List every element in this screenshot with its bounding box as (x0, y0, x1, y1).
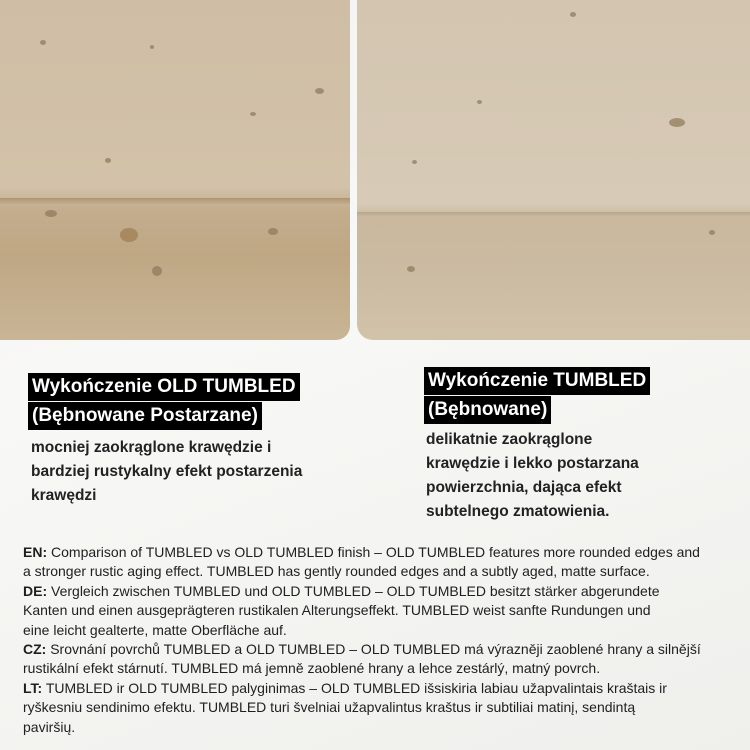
title-line: Wykończenie OLD TUMBLED (28, 373, 300, 401)
language-code: LT: (23, 679, 43, 696)
translation-line: TUMBLED ir OLD TUMBLED palyginimas – OLD TUMBLED išsiskiria labiau užapvalintais kraštais ir (45, 679, 667, 696)
title-line: Wykończenie TUMBLED (424, 367, 650, 395)
stone-pore (150, 45, 154, 49)
tumbled-title (424, 367, 650, 425)
stone-pore (268, 228, 278, 235)
translation-line: eine leicht gealterte, matte Oberfläche auf. (23, 621, 287, 638)
stone-pore (105, 158, 111, 163)
translation-line: a stronger rustic aging effect. TUMBLED has gently rounded edges and a subtly aged, matte surface. (23, 563, 650, 580)
translation-lt (23, 679, 701, 698)
description-line: krawędzi (31, 487, 97, 504)
description-line: delikatnie zaokrąglone (426, 431, 593, 448)
stone-pore (669, 118, 685, 127)
translation-cz (23, 640, 701, 659)
translation-en (23, 543, 701, 562)
language-code: CZ: (23, 641, 47, 658)
description-line: bardziej rustykalny efekt postarzenia (31, 463, 303, 480)
stone-pore (709, 230, 715, 235)
translation-line: Vergleich zwischen TUMBLED und OLD TUMBLED – OLD TUMBLED besitzt stärker abgerundete (51, 582, 660, 599)
translation-line: Comparison of TUMBLED vs OLD TUMBLED finish – OLD TUMBLED features more rounded edges and (51, 544, 700, 560)
description-line: krawędzie i lekko postarzana (426, 455, 639, 472)
old-tumbled-stone-photo (0, 0, 350, 340)
description-line: powierzchnia, dająca efekt (426, 479, 622, 496)
description-line: subtelnego zmatowienia. (426, 503, 610, 520)
stone-pore (120, 228, 138, 242)
stone-pore (477, 100, 482, 104)
stone-pore (407, 266, 415, 272)
description-line: mocniej zaokrąglone krawędzie i (31, 439, 272, 456)
stone-pore (152, 266, 162, 276)
translation-de (23, 582, 701, 601)
tumbled-description (426, 428, 639, 524)
old-tumbled-title (28, 373, 300, 431)
stone-pore (45, 210, 57, 217)
language-code: DE: (23, 582, 48, 599)
title-line: (Bębnowane) (424, 396, 551, 424)
multilingual-description (23, 543, 701, 737)
stone-pore (250, 112, 256, 116)
stone-pore (40, 40, 46, 45)
translation-line: Kanten und einen ausgeprägteren rustikalen Alterungseffekt. TUMBLED weist sanfte Rundungen und (23, 602, 651, 619)
tumbled-stone-photo (357, 0, 750, 340)
translation-line: Srovnání povrchů TUMBLED a OLD TUMBLED – OLD TUMBLED má výrazněji zaoblené hrany a silnější (50, 641, 701, 658)
old-tumbled-description (31, 436, 302, 508)
title-line: (Bębnowane Postarzane) (28, 402, 262, 430)
translation-line: ryškesniu sendinimo efektu. TUMBLED turi švelniai užapvalintus kraštus ir subtiliai matinį, sendintą (23, 699, 636, 716)
language-code: EN: (23, 544, 48, 560)
translation-line: paviršių. (23, 718, 76, 735)
stone-pore (570, 12, 576, 17)
stone-pore (412, 160, 417, 164)
stone-pore (315, 88, 324, 94)
translation-line: rustikální efekt stárnutí. TUMBLED má jemně zaoblené hrany a lehce zestárlý, matný povrch. (23, 660, 601, 677)
